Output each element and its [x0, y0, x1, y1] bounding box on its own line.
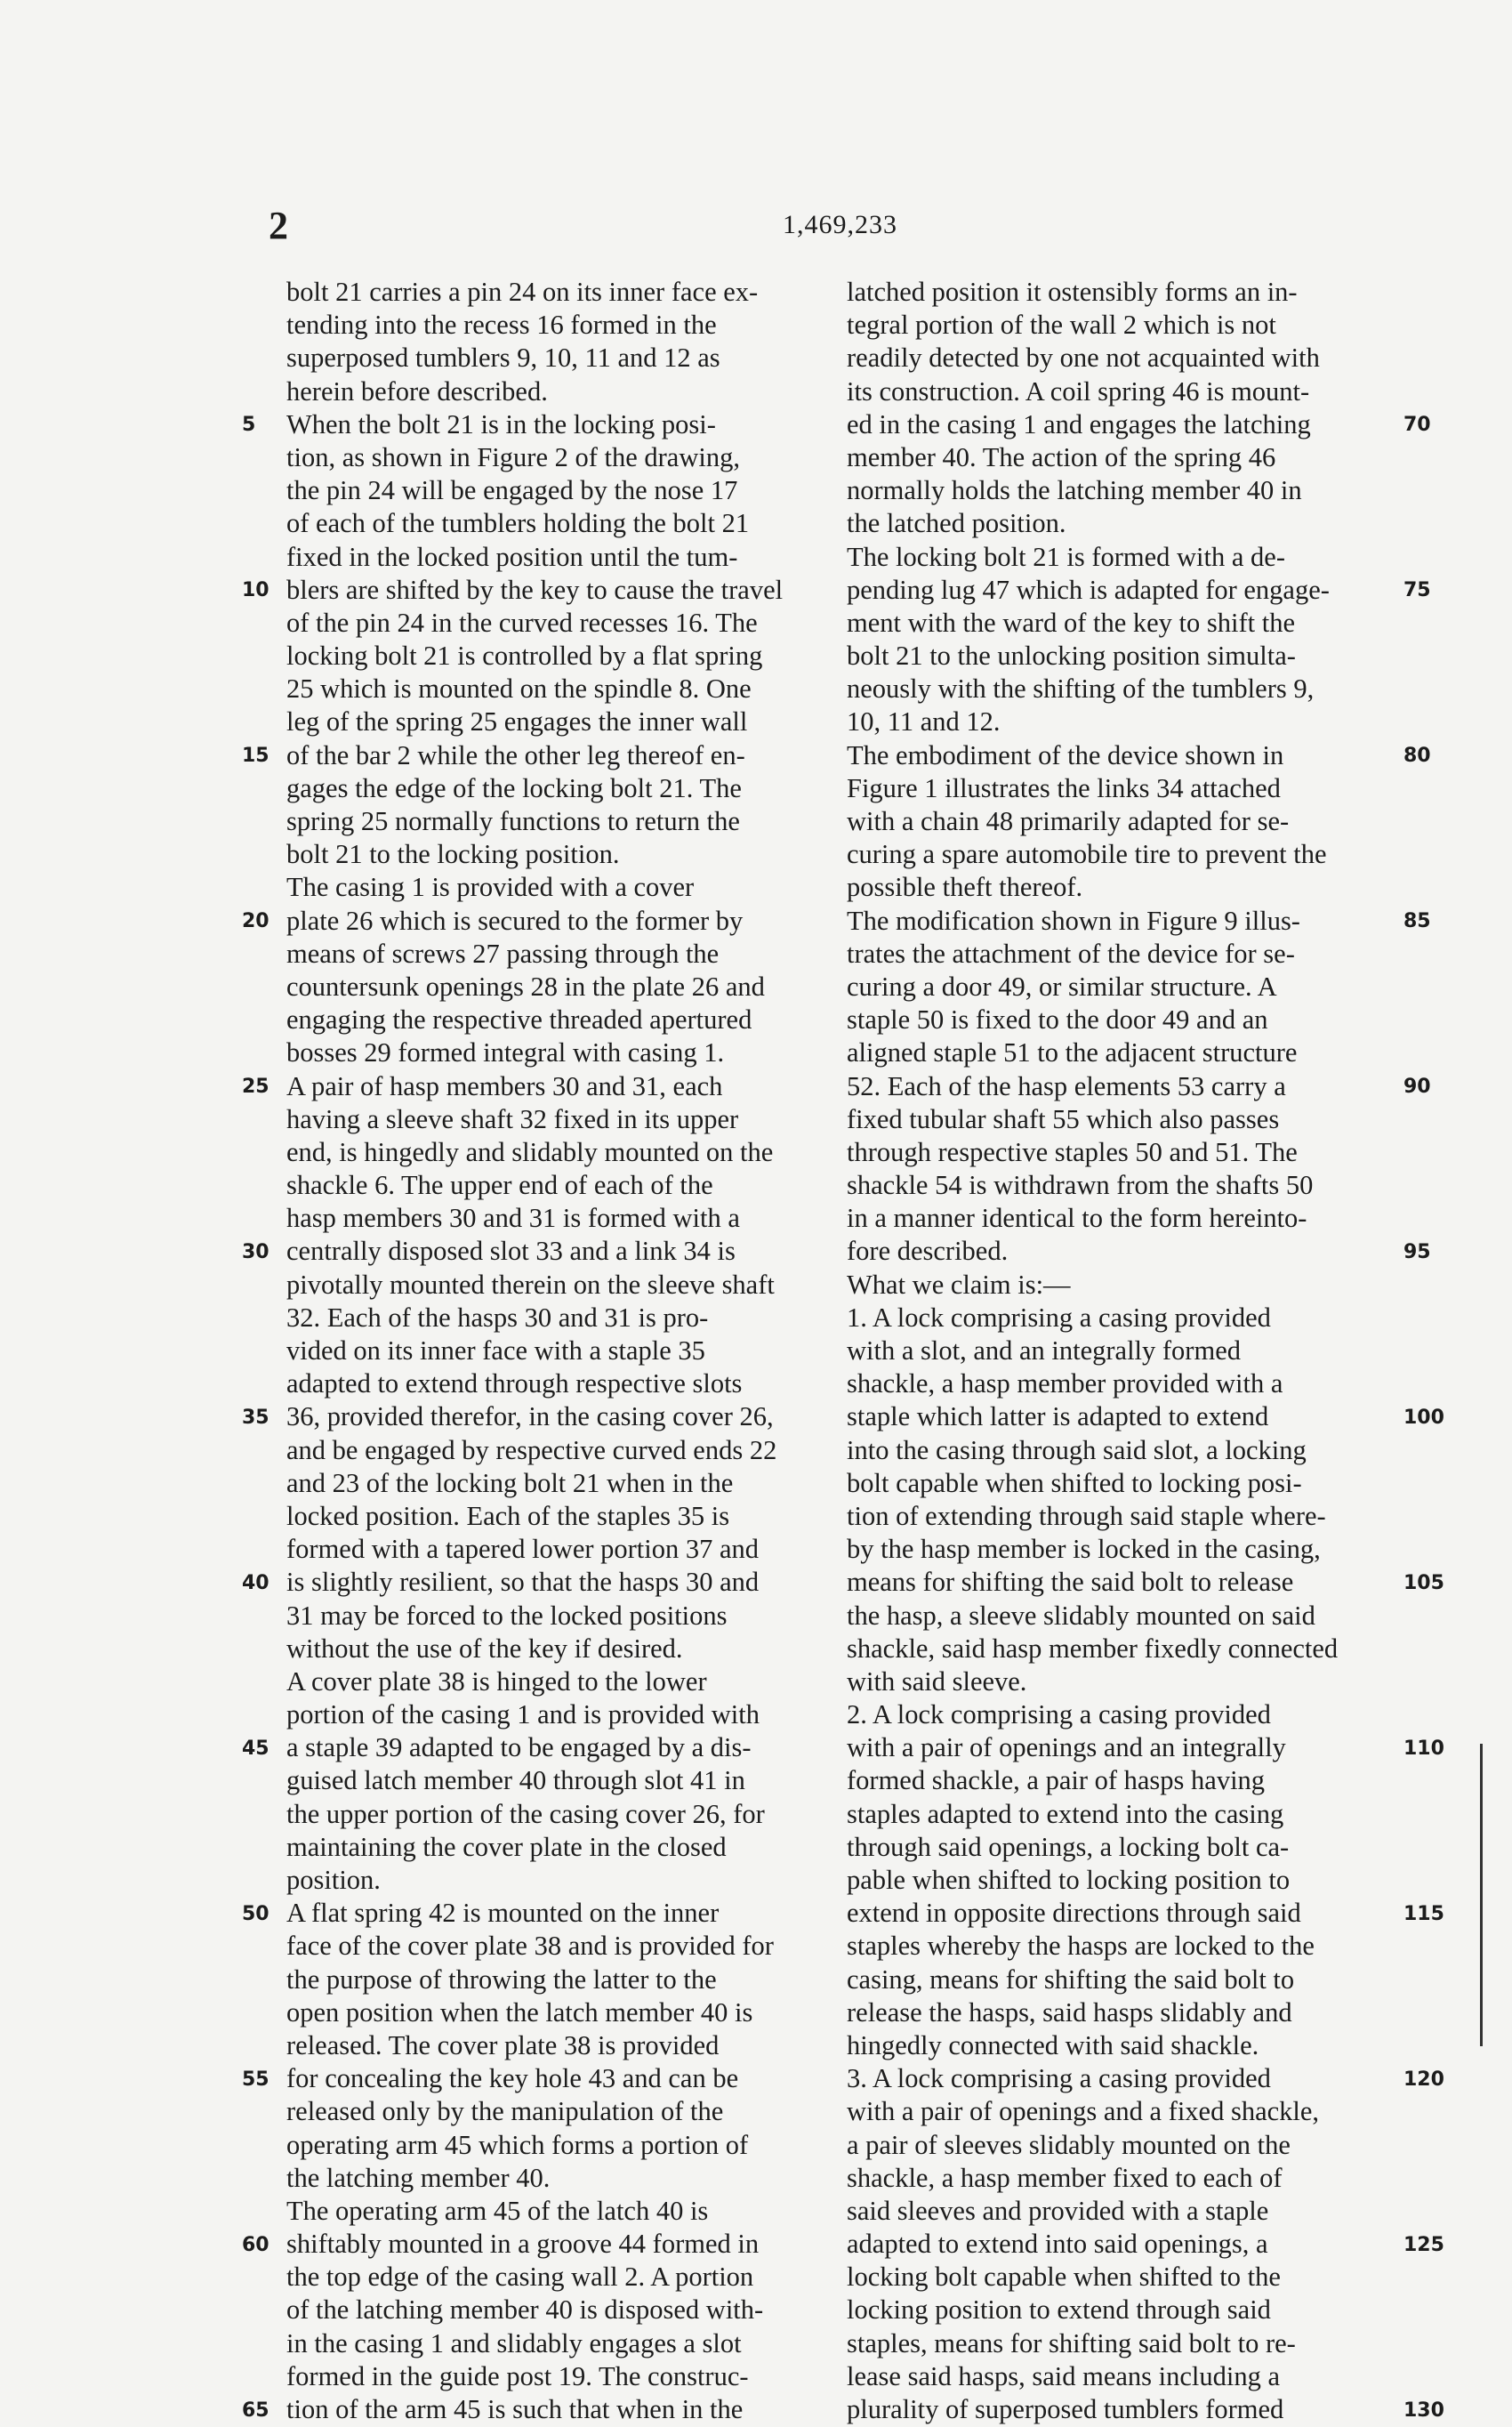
text-line: The modification shown in Figure 9 illus-: [847, 905, 1300, 936]
line-number: 75: [1403, 578, 1431, 601]
text-line: means of screws 27 passing through the: [286, 938, 720, 969]
text-line: ed in the casing 1 and engages the latching: [847, 408, 1311, 439]
text-line: in the casing 1 and slidably engages a slot: [286, 2327, 742, 2358]
text-line: The casing 1 is provided with a cover: [286, 872, 695, 903]
text-line: staple 50 is fixed to the door 49 and an: [847, 1004, 1268, 1036]
text-line: by the hasp member is locked in the casing,: [847, 1534, 1321, 1565]
text-line: plurality of superposed tumblers formed: [847, 2394, 1284, 2424]
text-line: through said openings, a locking bolt ca-: [847, 1831, 1290, 1862]
patent-number: 1,469,233: [783, 210, 897, 239]
text-line: with a pair of openings and an integrally: [847, 1732, 1286, 1763]
text-line: superposed tumblers 9, 10, 11 and 12 as: [286, 343, 720, 374]
text-line: a pair of sleeves slidably mounted on the: [847, 2129, 1291, 2160]
text-line: fixed tubular shaft 55 which also passes: [847, 1103, 1280, 1134]
text-line: formed with a tapered lower portion 37 and: [286, 1534, 760, 1565]
text-line: bosses 29 formed integral with casing 1.: [286, 1037, 725, 1068]
text-line: staple which latter is adapted to extend: [847, 1401, 1269, 1432]
text-line: the pin 24 will be engaged by the nose 17: [286, 475, 738, 506]
text-line: adapted to extend into said openings, a: [847, 2229, 1268, 2260]
text-line: The operating arm 45 of the latch 40 is: [286, 2195, 709, 2226]
text-line: maintaining the cover plate in the closed: [286, 1831, 727, 1862]
text-line: staples whereby the hasps are locked to the: [847, 1931, 1315, 1962]
text-line: shackle 6. The upper end of each of the: [286, 1170, 713, 1201]
text-line: hingedly connected with said shackle.: [847, 2029, 1259, 2060]
text-line: the hasp, a sleeve slidably mounted on said: [847, 1600, 1315, 1631]
line-number: 110: [1403, 1737, 1444, 1760]
text-line: 36, provided therefor, in the casing cover 26,: [286, 1401, 774, 1432]
text-line: of the bar 2 while the other leg thereof en-: [286, 739, 745, 770]
line-number: 130: [1403, 2399, 1444, 2422]
text-line: curing a spare automobile tire to prevent the: [847, 839, 1327, 870]
line-number: 5: [242, 413, 256, 436]
text-line: the latched position.: [847, 508, 1066, 539]
text-line: 10, 11 and 12.: [847, 706, 1001, 738]
text-line: spring 25 normally functions to return the: [286, 806, 740, 836]
text-line: leg of the spring 25 engages the inner wall: [286, 706, 748, 738]
text-line: member 40. The action of the spring 46: [847, 441, 1276, 472]
text-line: tion of the arm 45 is such that when in the: [286, 2394, 744, 2424]
text-line: shackle, a hasp member provided with a: [847, 1368, 1283, 1399]
text-line: and be engaged by respective curved ends 22: [286, 1434, 777, 1465]
text-line: vided on its inner face with a staple 35: [286, 1335, 705, 1366]
text-line: with a slot, and an integrally formed: [847, 1335, 1241, 1366]
text-line: readily detected by one not acquainted with: [847, 343, 1320, 374]
text-line: end, is hingedly and slidably mounted on the: [286, 1136, 774, 1167]
text-line: countersunk openings 28 in the plate 26 and: [286, 971, 765, 1002]
text-line: 3. A lock comprising a casing provided: [847, 2063, 1271, 2094]
line-number: 95: [1403, 1240, 1431, 1263]
text-line: tion of extending through said staple where-: [847, 1500, 1326, 1531]
text-line: pivotally mounted therein on the sleeve shaft: [286, 1269, 775, 1300]
text-line: shiftably mounted in a groove 44 formed in: [286, 2229, 760, 2260]
text-line: pable when shifted to locking position to: [847, 1865, 1291, 1895]
text-line: What we claim is:—: [847, 1269, 1071, 1300]
line-number: 65: [242, 2399, 269, 2422]
text-line: through respective staples 50 and 51. The: [847, 1136, 1298, 1167]
line-number: 85: [1403, 909, 1431, 932]
text-line: tending into the recess 16 formed in the: [286, 310, 717, 341]
text-line: locked position. Each of the staples 35 is: [286, 1500, 730, 1531]
text-line: herein before described.: [286, 375, 548, 407]
text-line: of the pin 24 in the curved recesses 16. The: [286, 607, 758, 638]
text-line: said sleeves and provided with a staple: [847, 2195, 1269, 2226]
text-line: of the latching member 40 is disposed with-: [286, 2294, 764, 2326]
text-line: shackle, said hasp member fixedly connected: [847, 1633, 1339, 1664]
text-line: bolt capable when shifted to locking posi-: [847, 1467, 1302, 1498]
text-line: guised latch member 40 through slot 41 in: [286, 1765, 745, 1796]
text-line: staples, means for shifting said bolt to re-: [847, 2327, 1296, 2358]
text-line: When the bolt 21 is in the locking posi-: [286, 408, 716, 439]
text-line: plate 26 which is secured to the former by: [286, 905, 744, 936]
text-line: released only by the manipulation of the: [286, 2096, 724, 2127]
line-number: 50: [242, 1902, 269, 1925]
text-line: means for shifting the said bolt to release: [847, 1567, 1294, 1598]
text-line: release the hasps, said hasps slidably and: [847, 1996, 1292, 2028]
text-line: locking bolt capable when shifted to the: [847, 2262, 1281, 2293]
text-line: aligned staple 51 to the adjacent structure: [847, 1037, 1298, 1068]
text-line: possible theft thereof.: [847, 872, 1083, 903]
text-line: bolt 21 to the unlocking position simulta-: [847, 641, 1296, 672]
text-line: with said sleeve.: [847, 1665, 1027, 1697]
text-line: hasp members 30 and 31 is formed with a: [286, 1203, 740, 1234]
page-number: 2: [269, 204, 289, 247]
text-line: The embodiment of the device shown in: [847, 739, 1284, 770]
text-line: A flat spring 42 is mounted on the inner: [286, 1898, 720, 1929]
line-number: 70: [1403, 413, 1431, 436]
line-number: 40: [242, 1571, 269, 1594]
text-line: ment with the ward of the key to shift the: [847, 607, 1295, 638]
text-line: a staple 39 adapted to be engaged by a dis-: [286, 1732, 752, 1763]
text-line: A cover plate 38 is hinged to the lower: [286, 1665, 707, 1697]
text-line: staples adapted to extend into the casing: [847, 1798, 1284, 1829]
line-number: 45: [242, 1737, 269, 1760]
line-number: 100: [1403, 1406, 1444, 1429]
line-number: 115: [1403, 1902, 1444, 1925]
text-line: 31 may be forced to the locked positions: [286, 1600, 728, 1631]
text-line: extend in opposite directions through said: [847, 1898, 1301, 1929]
text-line: of each of the tumblers holding the bolt 21: [286, 508, 750, 539]
text-line: neously with the shifting of the tumblers 9,: [847, 673, 1315, 705]
text-line: A pair of hasp members 30 and 31, each: [286, 1070, 723, 1101]
text-line: The locking bolt 21 is formed with a de-: [847, 541, 1285, 572]
text-line: Figure 1 illustrates the links 34 attached: [847, 772, 1281, 803]
text-line: in a manner identical to the form hereinto-: [847, 1203, 1307, 1234]
text-line: released. The cover plate 38 is provided: [286, 2029, 720, 2060]
line-number: 125: [1403, 2233, 1444, 2256]
line-number: 60: [242, 2233, 269, 2256]
line-number: 35: [242, 1406, 269, 1429]
text-line: with a chain 48 primarily adapted for se-: [847, 806, 1290, 836]
text-line: the purpose of throwing the latter to the: [286, 1963, 717, 1995]
text-line: formed shackle, a pair of hasps having: [847, 1765, 1266, 1796]
text-line: without the use of the key if desired.: [286, 1633, 683, 1664]
text-line: latched position it ostensibly forms an in-: [847, 277, 1298, 307]
text-line: having a sleeve shaft 32 fixed in its upper: [286, 1103, 739, 1134]
text-line: with a pair of openings and a fixed shackle,: [847, 2096, 1320, 2127]
text-line: tegral portion of the wall 2 which is not: [847, 310, 1276, 341]
text-line: tion, as shown in Figure 2 of the drawing,: [286, 441, 740, 472]
text-line: shackle 54 is withdrawn from the shafts 50: [847, 1170, 1314, 1201]
text-line: the top edge of the casing wall 2. A portion: [286, 2262, 754, 2293]
text-line: is slightly resilient, so that the hasps 30 and: [286, 1567, 760, 1598]
text-line: position.: [286, 1865, 381, 1895]
text-line: 25 which is mounted on the spindle 8. One: [286, 673, 752, 705]
text-line: casing, means for shifting the said bolt to: [847, 1963, 1295, 1995]
text-line: 52. Each of the hasp elements 53 carry a: [847, 1070, 1286, 1101]
text-line: bolt 21 carries a pin 24 on its inner face ex-: [286, 277, 759, 307]
text-line: trates the attachment of the device for se-: [847, 938, 1295, 969]
text-line: formed in the guide post 19. The construc-: [286, 2360, 749, 2391]
text-line: the upper portion of the casing cover 26, for: [286, 1798, 765, 1829]
line-number: 15: [242, 744, 269, 767]
text-line: normally holds the latching member 40 in: [847, 475, 1302, 506]
line-number: 55: [242, 2068, 269, 2091]
text-line: its construction. A coil spring 46 is mount-: [847, 375, 1310, 407]
line-number: 10: [242, 578, 269, 601]
line-number: 25: [242, 1075, 269, 1098]
line-number: 105: [1403, 1571, 1444, 1594]
text-line: open position when the latch member 40 is: [286, 1996, 753, 2028]
text-line: the latching member 40.: [286, 2162, 551, 2193]
text-line: 2. A lock comprising a casing provided: [847, 1699, 1271, 1730]
text-line: gages the edge of the locking bolt 21. The: [286, 772, 742, 803]
left-text-column: [286, 276, 838, 2426]
line-number: 20: [242, 909, 269, 932]
text-line: curing a door 49, or similar structure. A: [847, 971, 1277, 1002]
text-line: 1. A lock comprising a casing provided: [847, 1302, 1271, 1333]
text-line: fore described.: [847, 1236, 1009, 1267]
scan-edge-mark: [1480, 1744, 1483, 2046]
text-line: into the casing through said slot, a locking: [847, 1434, 1307, 1465]
line-number: 80: [1403, 744, 1431, 767]
line-number: 90: [1403, 1075, 1431, 1098]
text-line: portion of the casing 1 and is provided with: [286, 1699, 760, 1730]
text-line: shackle, a hasp member fixed to each of: [847, 2162, 1283, 2193]
text-line: pending lug 47 which is adapted for engage-: [847, 574, 1330, 605]
text-line: centrally disposed slot 33 and a link 34 is: [286, 1236, 736, 1267]
text-line: blers are shifted by the key to cause the travel: [286, 574, 784, 605]
text-line: lease said hasps, said means including a: [847, 2360, 1281, 2391]
text-line: engaging the respective threaded apertured: [286, 1004, 752, 1036]
line-number: 30: [242, 1240, 269, 1263]
text-line: locking position to extend through said: [847, 2294, 1271, 2326]
text-line: bolt 21 to the locking position.: [286, 839, 620, 870]
text-line: locking bolt 21 is controlled by a flat spring: [286, 641, 763, 672]
text-line: and 23 of the locking bolt 21 when in the: [286, 1467, 734, 1498]
text-line: face of the cover plate 38 and is provided for: [286, 1931, 774, 1962]
text-line: adapted to extend through respective slots: [286, 1368, 743, 1399]
right-text-column: [847, 276, 1398, 2426]
text-line: 32. Each of the hasps 30 and 31 is pro-: [286, 1302, 709, 1333]
text-line: fixed in the locked position until the tum-: [286, 541, 738, 572]
line-number: 120: [1403, 2068, 1444, 2091]
text-line: operating arm 45 which forms a portion of: [286, 2129, 749, 2160]
text-line: for concealing the key hole 43 and can be: [286, 2063, 739, 2094]
